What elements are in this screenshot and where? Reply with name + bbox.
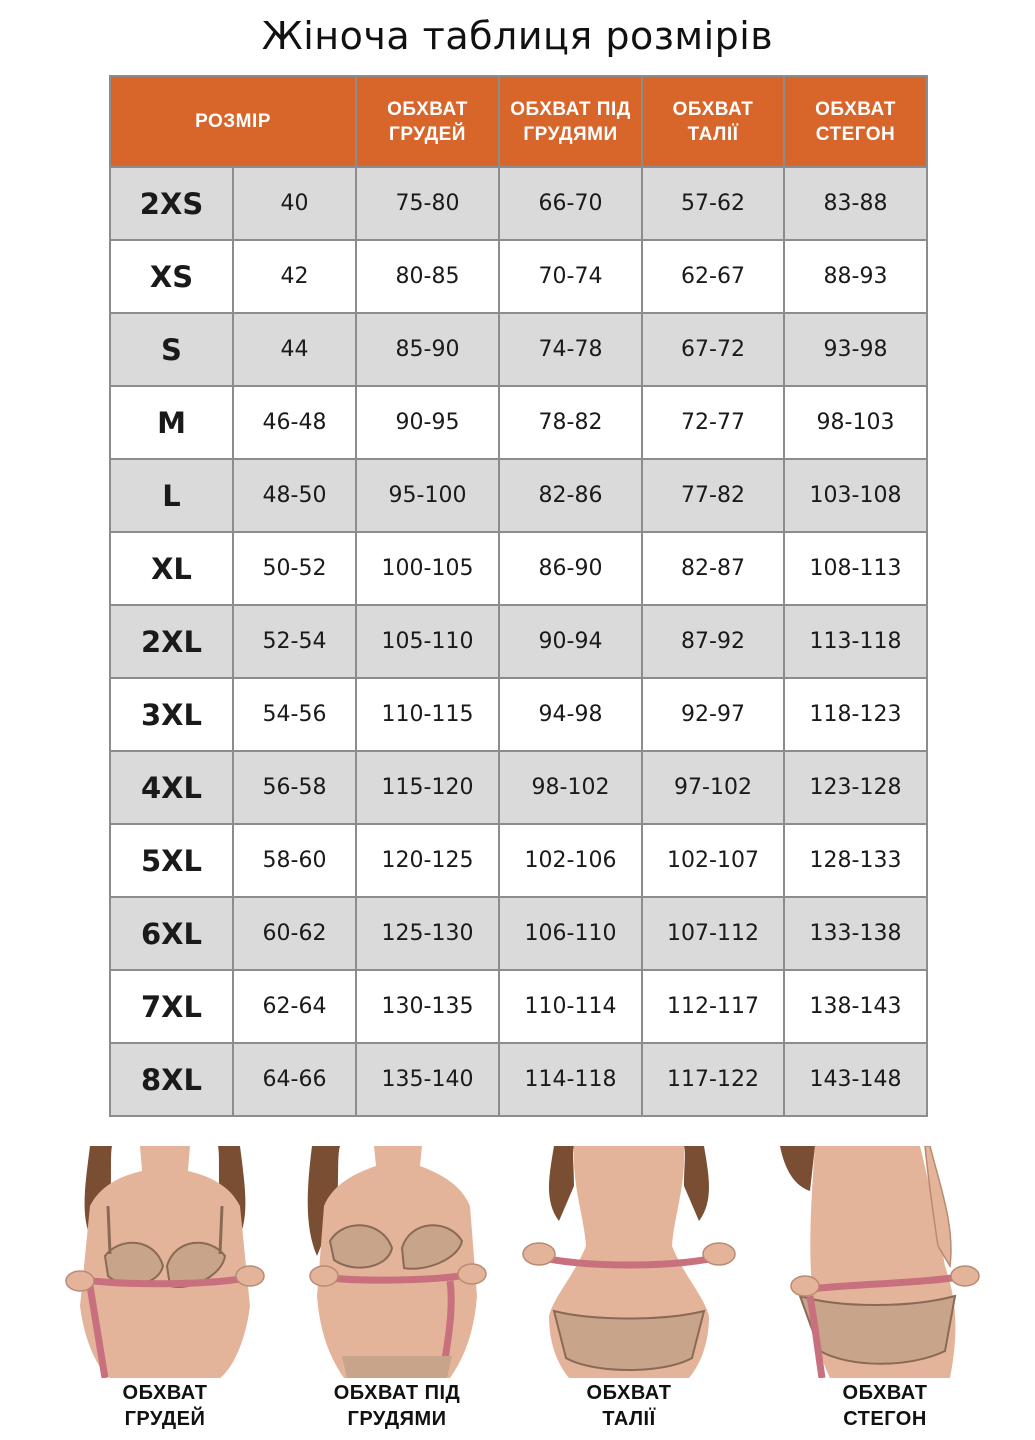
size-number-cell: 60-62 [233, 897, 356, 970]
page-title: Жіноча таблиця розмірів [261, 14, 774, 58]
size-code-cell: M [110, 386, 233, 459]
waist-cell: 82-87 [642, 532, 784, 605]
header-waist-line2: ТАЛІЇ [687, 123, 739, 145]
figure-waist [514, 1146, 744, 1440]
size-code-cell: 2XS [110, 167, 233, 240]
waist-cell: 62-67 [642, 240, 784, 313]
caption-bust-line1: ОБХВАТ [122, 1382, 208, 1404]
header-waist [642, 76, 784, 167]
bust-measurement-icon [50, 1146, 280, 1378]
table-body [110, 167, 927, 1116]
bust-cell: 135-140 [356, 1043, 499, 1116]
table-row [110, 678, 927, 751]
header-hips [784, 76, 927, 167]
bust-cell: 125-130 [356, 897, 499, 970]
waist-cell: 92-97 [642, 678, 784, 751]
waist-cell: 102-107 [642, 824, 784, 897]
waist-cell: 77-82 [642, 459, 784, 532]
table-row [110, 386, 927, 459]
size-number-cell: 50-52 [233, 532, 356, 605]
size-number-cell: 64-66 [233, 1043, 356, 1116]
underbust-cell: 70-74 [499, 240, 642, 313]
waist-cell: 97-102 [642, 751, 784, 824]
header-hips-line2: СТЕГОН [815, 123, 896, 145]
header-underbust-line2: ГРУДЯМИ [523, 123, 618, 145]
waist-cell: 112-117 [642, 970, 784, 1043]
hips-cell: 128-133 [784, 824, 927, 897]
bust-cell: 130-135 [356, 970, 499, 1043]
hips-measurement-icon [770, 1146, 1000, 1378]
caption-waist-line1: ОБХВАТ [586, 1382, 672, 1404]
hips-cell: 133-138 [784, 897, 927, 970]
header-size-label: РОЗМІР [195, 111, 271, 132]
size-number-cell: 56-58 [233, 751, 356, 824]
size-code-cell: L [110, 459, 233, 532]
header-bust-line1: ОБХВАТ [387, 98, 468, 120]
size-code-cell: 5XL [110, 824, 233, 897]
table-row [110, 970, 927, 1043]
figure-bust [50, 1146, 280, 1440]
underbust-cell: 66-70 [499, 167, 642, 240]
underbust-cell: 78-82 [499, 386, 642, 459]
waist-measurement-icon [514, 1146, 744, 1378]
waist-cell: 117-122 [642, 1043, 784, 1116]
hips-cell: 138-143 [784, 970, 927, 1043]
bust-cell: 120-125 [356, 824, 499, 897]
size-number-cell: 40 [233, 167, 356, 240]
hips-cell: 98-103 [784, 386, 927, 459]
table-row [110, 532, 927, 605]
hips-cell: 108-113 [784, 532, 927, 605]
bust-cell: 75-80 [356, 167, 499, 240]
table-row [110, 167, 927, 240]
size-table [109, 75, 928, 1117]
underbust-cell: 86-90 [499, 532, 642, 605]
bust-cell: 115-120 [356, 751, 499, 824]
size-code-cell: 3XL [110, 678, 233, 751]
hips-cell: 103-108 [784, 459, 927, 532]
waist-cell: 72-77 [642, 386, 784, 459]
table-row [110, 240, 927, 313]
table-row [110, 1043, 927, 1116]
figure-underbust [282, 1146, 512, 1440]
figure-underbust-caption [282, 1380, 512, 1432]
hips-cell: 113-118 [784, 605, 927, 678]
table-row [110, 897, 927, 970]
underbust-cell: 102-106 [499, 824, 642, 897]
underbust-cell: 74-78 [499, 313, 642, 386]
underbust-cell: 114-118 [499, 1043, 642, 1116]
size-code-cell: 7XL [110, 970, 233, 1043]
size-code-cell: XL [110, 532, 233, 605]
underbust-cell: 94-98 [499, 678, 642, 751]
figure-bust-caption [50, 1380, 280, 1432]
underbust-cell: 90-94 [499, 605, 642, 678]
figure-waist-caption [514, 1380, 744, 1432]
bust-cell: 90-95 [356, 386, 499, 459]
waist-cell: 57-62 [642, 167, 784, 240]
header-waist-line1: ОБХВАТ [672, 98, 754, 120]
table-row [110, 313, 927, 386]
size-code-cell: 2XL [110, 605, 233, 678]
size-code-cell: 8XL [110, 1043, 233, 1116]
underbust-cell: 98-102 [499, 751, 642, 824]
bust-cell: 100-105 [356, 532, 499, 605]
size-number-cell: 42 [233, 240, 356, 313]
size-code-cell: S [110, 313, 233, 386]
waist-cell: 87-92 [642, 605, 784, 678]
size-number-cell: 48-50 [233, 459, 356, 532]
size-code-cell: 6XL [110, 897, 233, 970]
caption-bust-line2: ГРУДЕЙ [124, 1408, 206, 1430]
header-size [110, 76, 356, 167]
size-number-cell: 46-48 [233, 386, 356, 459]
bust-cell: 110-115 [356, 678, 499, 751]
size-number-cell: 54-56 [233, 678, 356, 751]
waist-cell: 107-112 [642, 897, 784, 970]
header-underbust [499, 76, 642, 167]
caption-hips-line1: ОБХВАТ [842, 1382, 928, 1404]
header-bust [356, 76, 499, 167]
header-underbust-line1: ОБХВАТ ПІД [510, 98, 631, 120]
table-row [110, 751, 927, 824]
caption-hips-line2: СТЕГОН [843, 1408, 927, 1430]
size-number-cell: 44 [233, 313, 356, 386]
table-row [110, 459, 927, 532]
underbust-cell: 110-114 [499, 970, 642, 1043]
hips-cell: 118-123 [784, 678, 927, 751]
measurement-figures [0, 1146, 1035, 1440]
table-header-row [110, 76, 927, 167]
size-number-cell: 58-60 [233, 824, 356, 897]
bust-cell: 95-100 [356, 459, 499, 532]
hips-cell: 83-88 [784, 167, 927, 240]
figure-hips [770, 1146, 1000, 1440]
bust-cell: 105-110 [356, 605, 499, 678]
hips-cell: 93-98 [784, 313, 927, 386]
size-number-cell: 62-64 [233, 970, 356, 1043]
bust-cell: 80-85 [356, 240, 499, 313]
underbust-cell: 106-110 [499, 897, 642, 970]
hips-cell: 123-128 [784, 751, 927, 824]
header-hips-line1: ОБХВАТ [815, 98, 896, 120]
caption-waist-line2: ТАЛІЇ [602, 1408, 656, 1430]
size-code-cell: 4XL [110, 751, 233, 824]
figure-hips-caption [770, 1380, 1000, 1432]
bust-cell: 85-90 [356, 313, 499, 386]
underbust-cell: 82-86 [499, 459, 642, 532]
caption-underbust-line2: ГРУДЯМИ [347, 1408, 447, 1430]
underbust-measurement-icon [282, 1146, 512, 1378]
size-number-cell: 52-54 [233, 605, 356, 678]
hips-cell: 143-148 [784, 1043, 927, 1116]
header-bust-line2: ГРУДЕЙ [389, 123, 466, 145]
table-row [110, 605, 927, 678]
waist-cell: 67-72 [642, 313, 784, 386]
caption-underbust-line1: ОБХВАТ ПІД [333, 1382, 461, 1404]
table-row [110, 824, 927, 897]
hips-cell: 88-93 [784, 240, 927, 313]
size-code-cell: XS [110, 240, 233, 313]
